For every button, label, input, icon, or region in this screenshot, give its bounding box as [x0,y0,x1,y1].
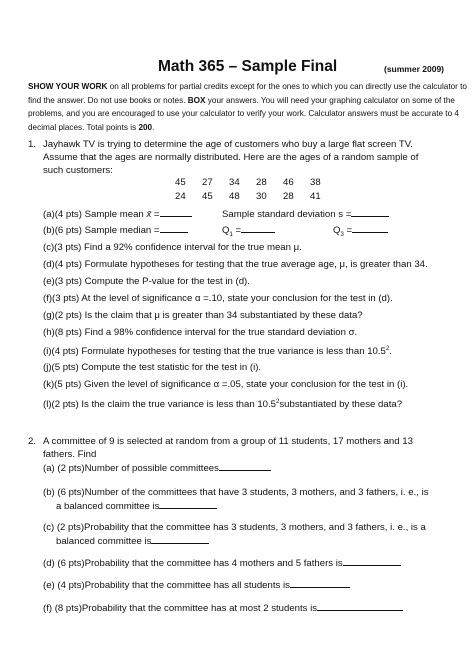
age-value: 28 [283,191,294,202]
q1-part-l [43,396,402,411]
q1-eq: = [232,225,242,236]
age-value: 48 [229,191,240,202]
q2b-text: a balanced committee is [56,501,160,512]
q2e-text: (e) (4 pts)Probability that the committee has all students is [43,580,290,591]
q1i-end: . [389,346,392,358]
q1-part-g: (g)(2 pts) Is the claim that μ is greater than 34 substantiated by these data? [43,310,363,321]
show-work-label: SHOW YOUR WORK [28,82,108,91]
q2a-text: (a) (2 pts)Number of possible committees [43,463,219,474]
instructions [28,80,468,134]
q2d-text: (d) (6 pts)Probability that the committee has 4 mothers and 5 fathers is [43,558,343,569]
q2-part-b-line1: (b) (6 pts)Number of the committees that have 3 students, 3 mothers, and 3 fathers, i. e., is [43,487,429,498]
q1l-end: substantiated by these data? [279,399,403,411]
q2-number: 2. [28,436,37,447]
age-value: 45 [175,177,186,188]
age-value: 45 [202,191,213,202]
q2-part-d [43,556,401,570]
q1-part-b-q3 [333,223,388,242]
answer-blank[interactable] [160,223,188,233]
q1-part-d: (d)(4 pts) Formulate hypotheses for testing that the true average age, μ, is greater than 34. [43,259,428,270]
box-label: BOX [187,95,206,105]
answer-blank[interactable] [317,601,403,611]
answer-blank[interactable] [352,223,388,233]
q3-eq: = [343,225,353,236]
q1-stem-line2: Assume that the ages are normally distributed. Here are the ages of a random sample of [43,152,419,163]
xbar-symbol: x̄ [146,209,152,220]
instructions-text-2: your answers. You will need your graphing calculator on some of the problems, and you are encouraged to use your calculator to verify your work. Calculator answers must be accurate to 4 decimal places. Total points is [28,95,459,132]
q2-stem-line2: fathers. Find [43,449,97,460]
age-value: 27 [202,177,213,188]
page-title: Math 365 – Sample Final [158,58,338,75]
q2-part-b-line2 [56,499,217,513]
age-value: 24 [175,191,186,202]
q1b-label: (b)(6 pts) Sample median = [43,225,160,236]
q2-part-f [43,601,403,615]
q1l-text: (l)(2 pts) Is the claim the true variance is less than 10.5 [43,399,277,411]
instructions-end: . [152,122,155,132]
q2-part-c-line1: (c) (2 pts)Probability that the committee has 3 students, 3 mothers, and 3 fathers, i. e., is a [43,522,426,533]
q1i-text: (i)(4 pts) Formulate hypotheses for testing that the true variance is less than 10.5 [43,346,386,358]
answer-blank[interactable] [241,223,275,233]
q1-part-a-sd [222,207,389,221]
age-value: 38 [310,177,321,188]
q1a-eq: = [151,209,160,220]
answer-blank[interactable] [159,499,217,509]
age-value: 28 [256,177,267,188]
q1-part-e: (e)(3 pts) Compute the P-value for the test in (d). [43,276,250,287]
q1i-superscript: 2 [385,346,390,352]
term-label: (summer 2009) [384,64,445,74]
q1a-sd-label: Sample standard deviation s = [222,209,352,220]
q1-part-b [43,223,188,237]
q1l-superscript: 2 [276,399,280,405]
age-value: 46 [283,177,294,188]
q2-part-c-line2 [56,534,209,548]
age-value: 34 [229,177,240,188]
q2c-text: balanced committee is [56,536,152,547]
ages-row-1 [175,177,337,188]
answer-blank[interactable] [151,534,209,544]
q2-part-a [43,461,271,475]
q3-subscript: 3 [340,231,344,238]
q2-stem-line1: A committee of 9 is selected at random from a group of 11 students, 17 mothers and 13 [43,436,413,447]
q1-number: 1. [28,139,37,150]
q1-part-f: (f)(3 pts) At the level of significance α =.10, state your conclusion for the test in (d). [43,293,393,304]
q2f-text: (f) (8 pts)Probability that the committee has at most 2 students is [43,603,318,614]
age-value: 41 [310,191,321,202]
answer-blank[interactable] [160,207,192,217]
q1-part-a [43,207,192,221]
q1-part-j: (j)(5 pts) Compute the test statistic for the test in (i). [43,362,262,373]
q1-part-i [43,343,392,358]
answer-blank[interactable] [219,461,271,471]
answer-blank[interactable] [290,578,350,588]
q1-stem-line1: Jayhawk TV is trying to determine the age of customers who buy a large flat screen TV. [43,139,413,150]
total-points: 200 [138,122,153,132]
q2-part-e [43,578,350,592]
ages-row-2 [175,191,337,202]
q1a-label: (a)(4 pts) Sample mean [43,209,147,220]
q1-part-k: (k)(5 pts) Given the level of significance α =.05, state your conclusion for the test in (i). [43,379,409,390]
q1-part-b-q1 [222,223,275,242]
age-value: 30 [256,191,267,202]
q1-label: Q [222,225,230,236]
answer-blank[interactable] [351,207,389,217]
q1-part-c: (c)(3 pts) Find a 92% confidence interval for the true mean μ. [43,242,302,253]
instructions-text-1: on all problems for partial credits except for the ones to which you can directly use the calculator to find the answer. Do not use books or notes. [28,82,467,105]
q3-label: Q [333,225,341,236]
q1-subscript: 1 [229,231,233,238]
answer-blank[interactable] [343,556,401,566]
q1-part-h: (h)(8 pts) Find a 98% confidence interval for the true standard deviation σ. [43,327,358,338]
q1-stem-line3: such customers: [43,165,113,176]
